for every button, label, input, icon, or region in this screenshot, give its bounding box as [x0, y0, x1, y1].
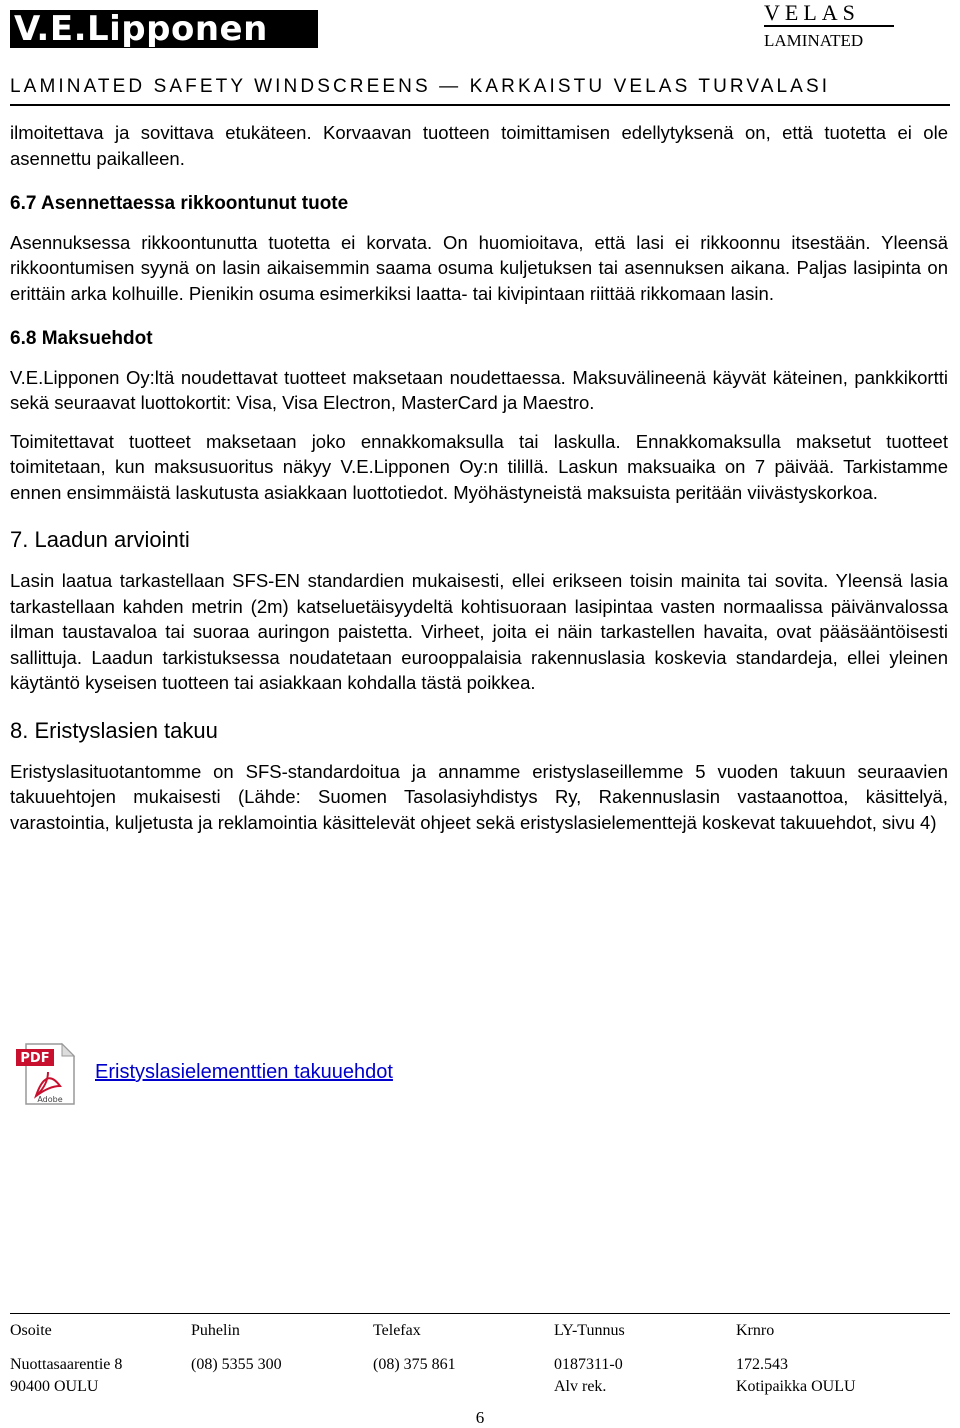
footer-domicile: Kotipaikka OULU [736, 1378, 856, 1395]
warranty-terms-link[interactable]: Eristyslasielementtien takuuehdot [95, 1061, 393, 1083]
footer-phone-number: (08) 5355 300 [191, 1356, 282, 1373]
footer-label-address: Osoite [10, 1322, 52, 1339]
footer-business-id: 0187311-0 [554, 1356, 623, 1373]
page-number: 6 [475, 1408, 485, 1427]
header-tagline: LAMINATED SAFETY WINDSCREENS — KARKAISTU VELAS TURVALASI [10, 76, 831, 97]
company-logo: V.E.Lipponen [10, 10, 318, 48]
footer-label-trade-reg: Krnro [736, 1322, 775, 1339]
footer-divider [10, 1313, 950, 1314]
footer-street: Nuottasaarentie 8 [10, 1356, 123, 1373]
document-body [10, 120, 948, 835]
pdf-download-row [14, 1042, 614, 1108]
section-heading-8: 8. Eristyslasien takuu [10, 717, 218, 743]
laminated-label: LAMINATED [764, 31, 864, 50]
section-heading-6-8: 6.8 Maksuehdot [10, 328, 153, 349]
paragraph-7: Lasin laatua tarkastellaan SFS-EN standardien mukaisesti, ellei erikseen toisin mainita tai sovita. Yleensä lasia tarkastellaan kahden metrin (2m) katseluetäisyydeltä kohtisuoraan lasipintaa vasten normaalissa päivänvalossa ilman taustavaloa tai suoraa auringon paistetta. Virheet, joita ei näin tarkastellen havaita, ovat pääsääntöisesti sallittuja. Laadun tarkistuksessa noudatetaan eurooppalaisia rakennuslasia koskevia standardeja, ellei yleinen käytäntö kyseisen tuotteen tai asiakkaan kohdalla tästä poikkea. [10, 570, 948, 693]
footer-label-fax: Telefax [373, 1322, 421, 1339]
footer-label-business-id: LY-Tunnus [554, 1322, 625, 1339]
footer-trade-reg-number: 172.543 [736, 1356, 788, 1373]
footer-label-phone: Puhelin [191, 1322, 240, 1339]
footer-fax-number: (08) 375 861 [373, 1356, 456, 1373]
velas-brand: VELAS [764, 0, 860, 25]
paragraph-6-8-payment: V.E.Lipponen Oy:ltä noudettavat tuotteet maksetaan noudettaessa. Maksuvälineenä käyvät käteinen, pankkikortti sekä seuraavat luottokortit: Visa, Visa Electron, MasterCard ja Maestro. [10, 366, 948, 413]
paragraph-8: Eristyslasituotantomme on SFS-standardoitua ja annamme eristyslaseillemme 5 vuoden takuun seuraavien takuuehtojen mukaisesti (Lähde: Suomen Tasolasiyhdistys Ry, Rakennuslasin vastaanottoa, käsittelyä, varastointia, kuljetusta ja reklamointia käsittelevät ohjeet sekä eristyslasielementtejä koskevat takuuehdot, sivu 4) [10, 760, 948, 833]
footer-vat-registered: Alv rek. [554, 1378, 607, 1395]
adobe-brand-text: Adobe [37, 1095, 63, 1104]
paragraph-6-8-delivery: Toimitettavat tuotteet maksetaan joko ennakkomaksulla tai laskulla. Ennakkomaksulla maksetut tuotteet toimitetaan, kun maksusuoritus näkyy V.E.Lipponen Oy:n tilillä. Laskun maksuaika on 7 päivää. Tarkistamme ennen ensimmäistä laskutusta asiakkaan luottotiedot. Myöhästyneistä maksuista peritään viivästyskorkoa. [10, 430, 948, 503]
footer-row [10, 1356, 950, 1378]
footer-city: 90400 OULU [10, 1378, 99, 1395]
footer-header-row [10, 1322, 950, 1356]
company-footer [10, 1322, 950, 1400]
paragraph-6-7: Asennuksessa rikkoontunutta tuotetta ei korvata. On huomioitava, että lasi ei rikkoonnu itsestään. Yleensä rikkoontumisen syynä on lasin aikaisemmin saama osuma kuljetuksen tai asennuksen aikana. Paljas lasipinta on erittäin arka kolhuille. Pienikin osuma esimerkiksi laatta- tai kivipintaan riittää rikkomaan lasin. [10, 231, 948, 304]
pdf-badge-text: PDF [20, 1051, 50, 1066]
intro-paragraph: ilmoitettava ja sovittava etukäteen. Korvaavan tuotteen toimittamisen edellytyksenä on, että tuotetta ei ole asennettu paikalleen. [10, 122, 948, 169]
pdf-file-icon[interactable] [14, 1042, 76, 1106]
section-heading-6-7: 6.7 Asennettaessa rikkoontunut tuote [10, 193, 349, 214]
section-heading-7: 7. Laadun arviointi [10, 527, 190, 552]
footer-row [10, 1378, 950, 1400]
header-divider [10, 104, 950, 106]
brand-divider [764, 25, 894, 27]
